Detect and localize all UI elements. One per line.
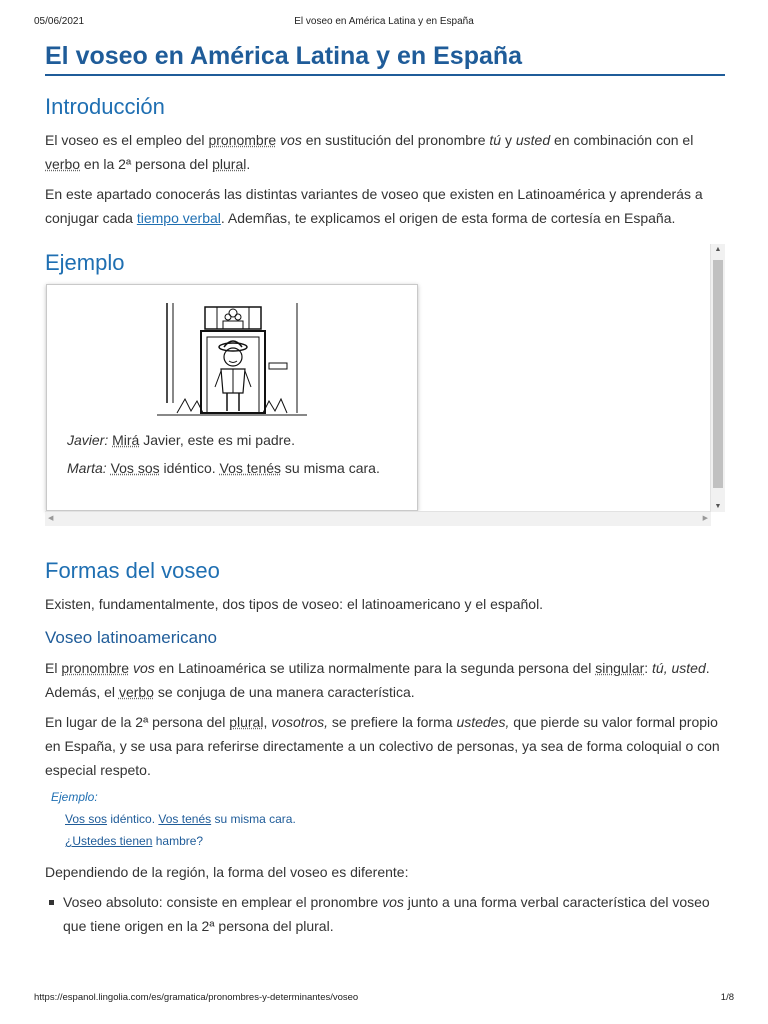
print-date: 05/06/2021 [34, 16, 85, 27]
text: tú, usted [652, 660, 706, 676]
example-label: Ejemplo: [51, 790, 98, 804]
glossary-link-singular[interactable]: singular [595, 660, 645, 676]
scroll-right-icon[interactable]: ▶ [702, 515, 708, 522]
voseo-types-list [45, 890, 725, 938]
print-page-title: El voseo en América Latina y en España [294, 16, 474, 27]
text: ustedes, [456, 714, 510, 730]
print-footer [34, 992, 734, 1006]
dialogue-line-javier [67, 429, 387, 451]
intro-heading: Introducción [45, 94, 165, 119]
text: El [45, 660, 62, 676]
article [45, 36, 725, 938]
list-item [45, 890, 725, 938]
text: junto a una forma verbal característica del voseo que tiene origen en la 2ª persona del plural. [63, 894, 710, 934]
example-row-1 [51, 808, 725, 830]
page-number: 1/8 [720, 992, 734, 1003]
example-highlight[interactable]: Vos sos [65, 812, 108, 826]
text: se prefiere la forma [328, 714, 457, 730]
highlight-vos-sos[interactable]: Vos sos [110, 460, 160, 476]
text: : [644, 660, 653, 676]
text: idéntico. [159, 460, 220, 476]
text: . Ademñas, te explicamos el origen de esta forma de cortesía en España. [220, 210, 676, 226]
dialogue-line-marta [67, 457, 387, 479]
latino-paragraph-2 [45, 710, 725, 782]
speaker-name: Marta: [67, 460, 107, 476]
example-scroll-box[interactable] [45, 244, 725, 526]
intro-paragraph-1 [45, 128, 725, 176]
scroll-down-icon[interactable]: ▼ [714, 503, 722, 510]
tiempo-verbal-link[interactable]: tiempo verbal [136, 210, 221, 226]
text: vos [280, 132, 302, 148]
text: tú [489, 132, 502, 148]
formas-paragraph: Existen, fundamentalmente, dos tipos de voseo: el latinoamericano y el español. [45, 596, 544, 612]
text: en la 2ª persona del [80, 156, 213, 172]
text: que pierde su valor formal propio en España, y se usa para referirse directamente a un colectivo de personas, ya sea de forma coloquial o con especial respeto. [45, 714, 720, 778]
latino-paragraph-3: Dependiendo de la región, la forma del voseo es diferente: [45, 864, 409, 880]
text: en sustitución del pronombre [301, 132, 490, 148]
example-row-2 [51, 830, 725, 852]
horizontal-scrollbar[interactable] [45, 511, 711, 526]
print-header [34, 16, 734, 30]
text: Javier, este es mi padre. [139, 432, 295, 448]
text: , [263, 714, 272, 730]
text: se conjuga de una manera característica. [153, 684, 415, 700]
text: . Además, el [45, 660, 710, 700]
print-url: https://espanol.lingolia.com/es/gramatica/pronombres-y-determinantes/voseo [34, 992, 359, 1003]
example-card [46, 284, 418, 511]
latino-heading: Voseo latinoamericano [45, 628, 218, 647]
text: en combinación con el [550, 132, 694, 148]
text: . [246, 156, 251, 172]
text: Voseo absoluto: consiste en emplear el pronombre [63, 894, 383, 910]
scroll-up-icon[interactable]: ▲ [714, 246, 722, 253]
text: en Latinoamérica se utiliza normalmente para la segunda persona del [154, 660, 596, 676]
glossary-link-verbo[interactable]: verbo [118, 684, 154, 700]
glossary-link-plural[interactable]: plural [229, 714, 264, 730]
text: hambre? [152, 834, 204, 848]
glossary-link-verbo[interactable]: verbo [45, 156, 81, 172]
text: idéntico. [107, 812, 159, 826]
example-highlight[interactable]: Vos tenés [158, 812, 212, 826]
text: vos [382, 894, 404, 910]
glossary-link-plural[interactable]: plural [212, 156, 247, 172]
text: su misma cara. [281, 460, 380, 476]
latino-paragraph-1 [45, 656, 725, 704]
glossary-link-pronombre[interactable]: pronombre [61, 660, 130, 676]
text: vos [132, 660, 155, 676]
text: El voseo es el empleo del [45, 132, 209, 148]
text: usted [515, 132, 551, 148]
example-block [51, 786, 725, 852]
text: su misma cara. [211, 812, 296, 826]
highlight-vos-tenes[interactable]: Vos tenés [219, 460, 282, 476]
text: vosotros, [271, 714, 329, 730]
vertical-scrollbar[interactable] [710, 244, 725, 512]
speaker-name: Javier: [67, 432, 109, 448]
scroll-left-icon[interactable]: ◀ [48, 515, 54, 522]
text: y [501, 132, 516, 148]
father-doorway-illustration [157, 303, 307, 423]
highlight-mira[interactable]: Mirá [112, 432, 140, 448]
formas-heading: Formas del voseo [45, 558, 220, 583]
scroll-thumb[interactable] [713, 260, 723, 488]
page-title: El voseo en América Latina y en España [45, 36, 725, 76]
glossary-link-pronombre[interactable]: pronombre [208, 132, 277, 148]
intro-paragraph-2 [45, 182, 725, 230]
example-highlight[interactable]: ¿Ustedes tienen [65, 834, 153, 848]
text: En este apartado conocerás las distintas variantes de voseo que existen en Latinoamérica y aprenderás a conjugar cada [45, 186, 703, 226]
ejemplo-heading: Ejemplo [45, 250, 125, 275]
text: En lugar de la 2ª persona del [45, 714, 230, 730]
